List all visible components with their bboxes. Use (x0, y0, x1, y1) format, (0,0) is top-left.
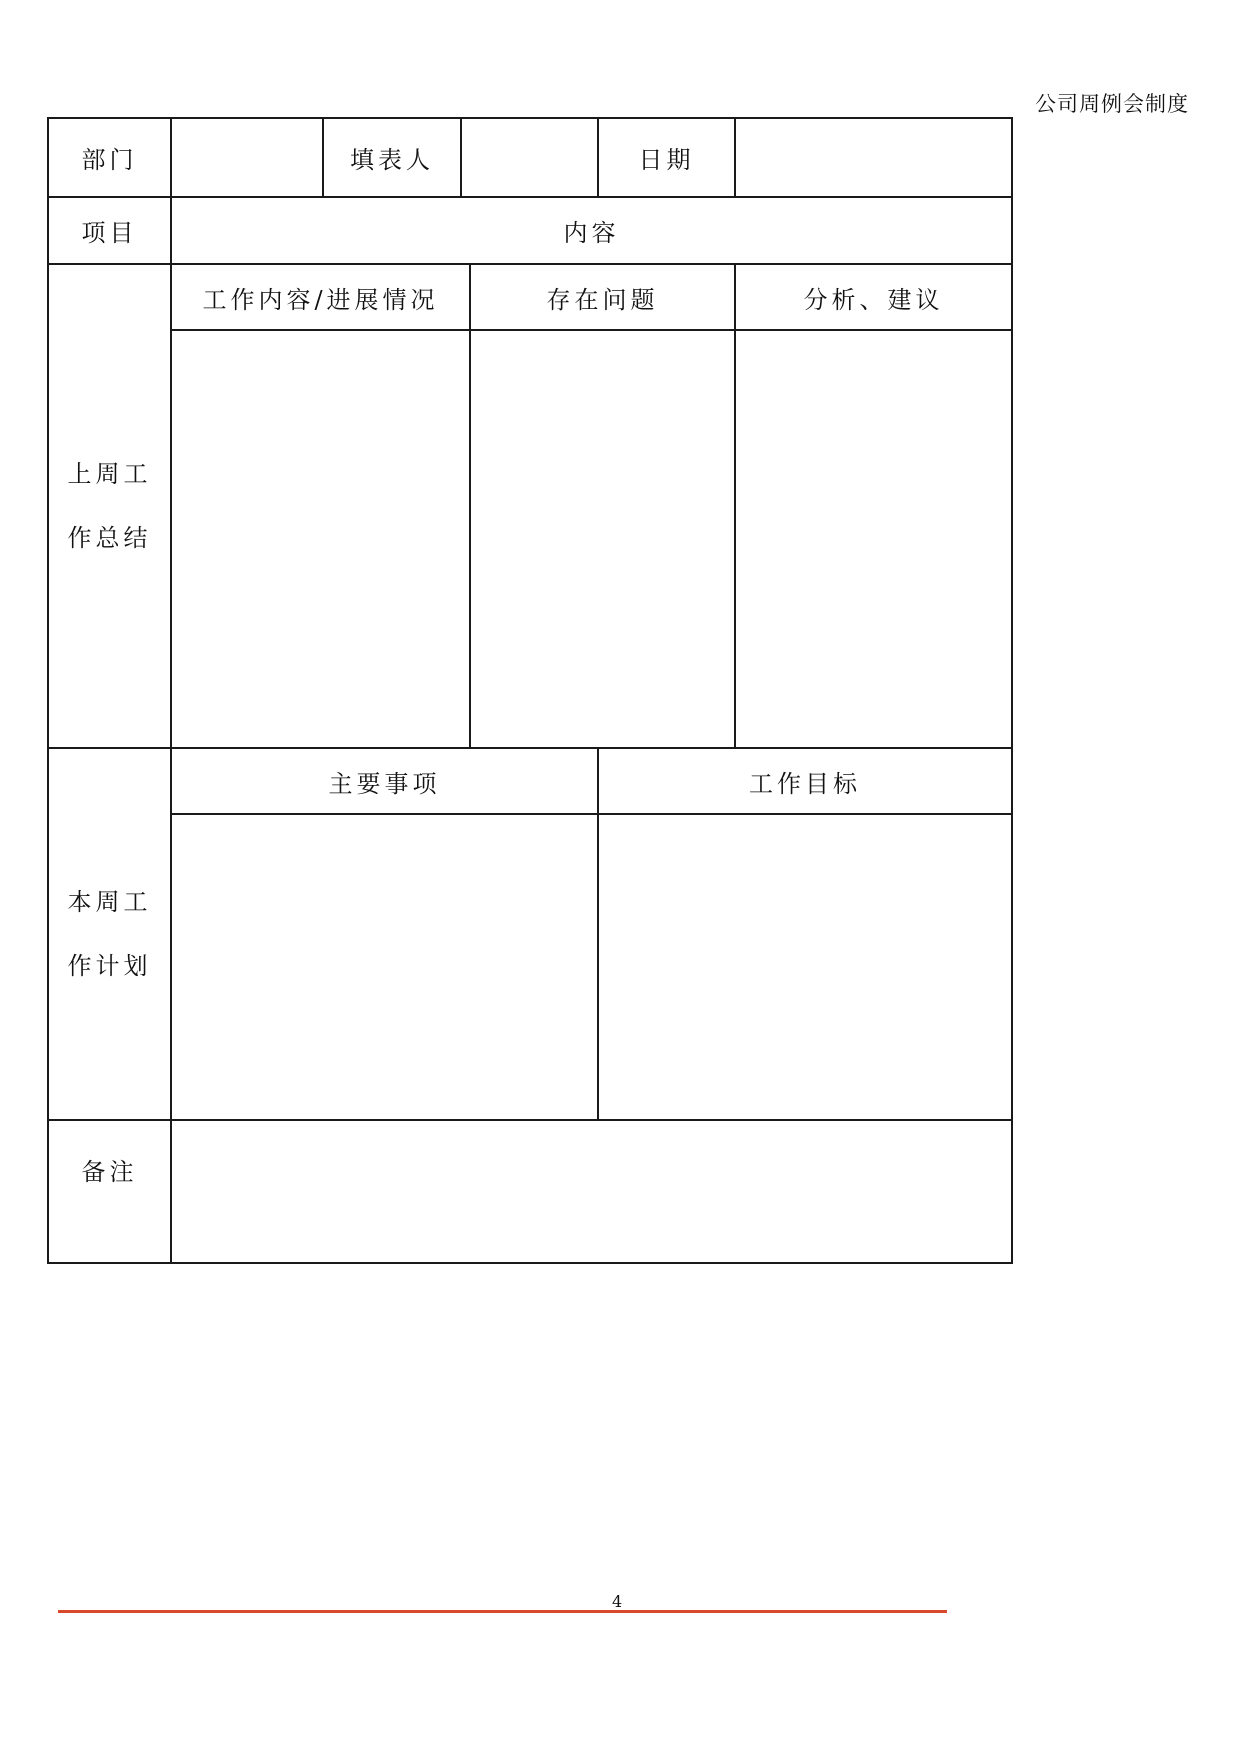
work-progress-header: 工作内容/进展情况 (202, 285, 439, 314)
item-header: 项目 (81, 219, 138, 247)
last-week-summary-label (49, 265, 170, 747)
work-goals-header: 工作目标 (749, 769, 861, 798)
work-progress-field[interactable] (172, 331, 469, 747)
main-items-field[interactable] (172, 815, 597, 1119)
main-items-header: 主要事项 (328, 769, 441, 798)
this-week-plan-label (49, 749, 170, 1119)
content-header: 内容 (563, 219, 620, 247)
filler-field[interactable] (462, 119, 597, 196)
filler-label: 填表人 (350, 146, 434, 174)
work-goals-field[interactable] (599, 815, 1011, 1119)
analysis-suggestion-header: 分析、建议 (803, 285, 944, 314)
footer-divider (58, 1610, 947, 1613)
date-field[interactable] (736, 119, 1011, 196)
page-number: 4 (612, 1592, 623, 1611)
department-field[interactable] (172, 119, 322, 196)
last-week-label-line2: 作总结 (67, 524, 152, 552)
issues-field[interactable] (471, 331, 734, 747)
last-week-label-line1: 上周工 (67, 460, 152, 488)
department-label: 部门 (81, 146, 138, 174)
this-week-label-line1: 本周工 (67, 888, 152, 916)
document-header-title: 公司周例会制度 (1035, 92, 1189, 116)
issues-header: 存在问题 (546, 285, 659, 314)
this-week-label-line2: 作计划 (67, 952, 152, 980)
remarks-label: 备注 (81, 1157, 138, 1186)
remarks-field[interactable] (172, 1121, 1011, 1262)
date-label: 日期 (638, 146, 695, 174)
analysis-suggestion-field[interactable] (736, 331, 1011, 747)
